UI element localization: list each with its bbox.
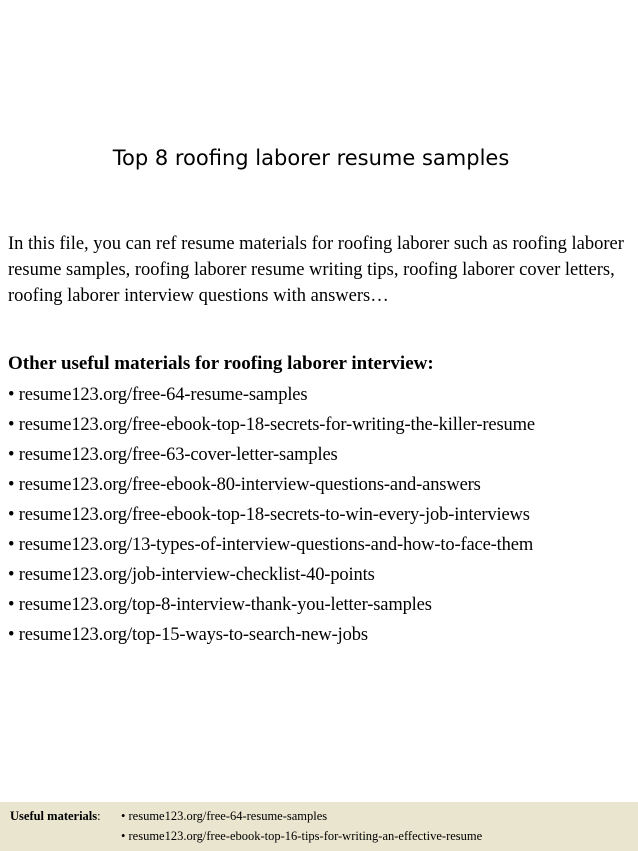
materials-link-item[interactable]: • resume123.org/free-ebook-top-18-secrets-to-win-every-job-interviews [8,505,530,525]
page-title [0,143,638,173]
materials-link-item[interactable]: • resume123.org/free-ebook-top-18-secrets-for-writing-the-killer-resume [8,415,535,435]
materials-link-item[interactable]: • resume123.org/job-interview-checklist-40-points [8,565,375,585]
footer-link-list [121,806,482,846]
footer-bar [0,802,638,851]
materials-link-item[interactable]: • resume123.org/top-8-interview-thank-you-letter-samples [8,595,432,615]
materials-heading: Other useful materials for roofing laborer interview: [8,353,434,374]
footer-link-item[interactable]: • resume123.org/free-ebook-top-16-tips-for-writing-an-effective-resume [121,829,483,843]
materials-link-item[interactable]: • resume123.org/free-64-resume-samples [8,385,308,405]
footer-link-item[interactable]: • resume123.org/free-64-resume-samples [121,809,328,823]
materials-link-list [8,380,636,650]
intro-paragraph: In this file, you can ref resume materials for roofing laborer such as roofing laborer resume samples, roofing laborer resume writing tips, roofing laborer cover letters, roofing laborer interview questions with answers… [8,234,624,306]
footer-label [10,806,101,826]
page-title-text: Top 8 roofing laborer resume samples [112,146,510,170]
materials-link-item[interactable]: • resume123.org/top-15-ways-to-search-new-jobs [8,625,368,645]
footer-label-text: Useful materials [10,809,98,823]
materials-link-item[interactable]: • resume123.org/free-ebook-80-interview-questions-and-answers [8,475,481,495]
materials-link-item[interactable]: • resume123.org/13-types-of-interview-questions-and-how-to-face-them [8,535,534,555]
footer-label-colon: : [97,809,101,823]
materials-link-item[interactable]: • resume123.org/free-63-cover-letter-samples [8,445,338,465]
